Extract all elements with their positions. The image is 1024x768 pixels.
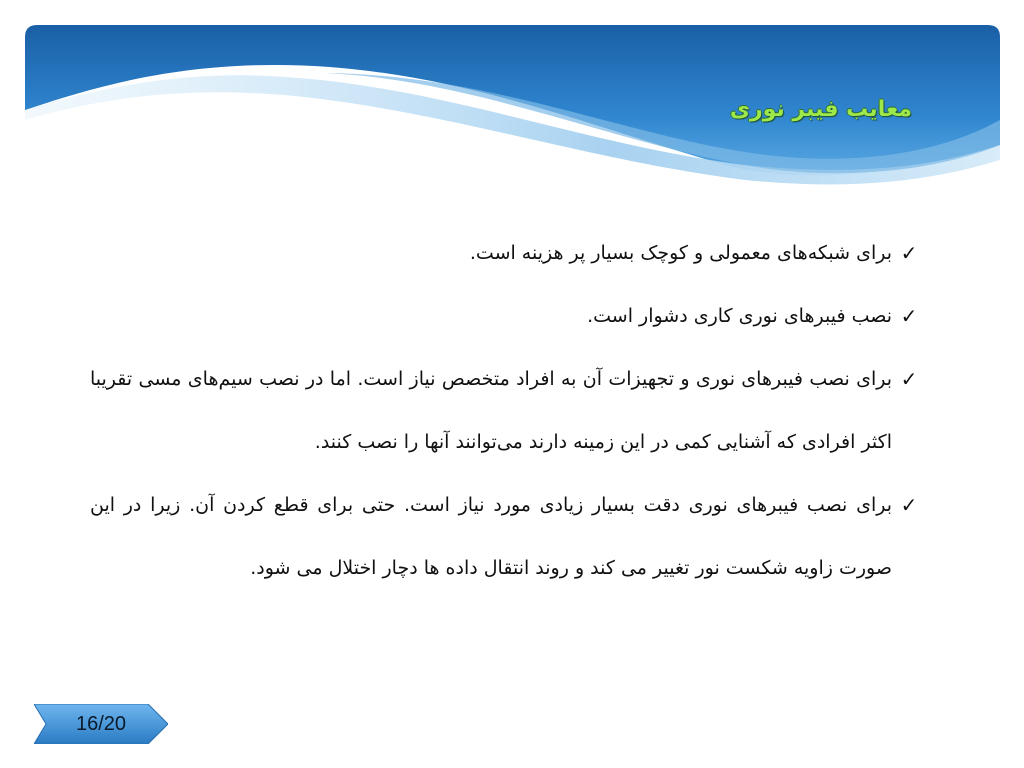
check-icon: ✓	[900, 493, 918, 517]
bullet-text: برای شبکه‌های معمولی و کوچک بسیار پر هزینه است.	[469, 242, 892, 264]
bullet-text: نصب فیبرهای نوری کاری دشوار است.	[587, 305, 892, 327]
bullet-item-3	[90, 348, 920, 474]
check-icon: ✓	[900, 304, 918, 328]
header-banner	[25, 25, 1000, 185]
bullet-list	[90, 222, 920, 600]
bullet-item-2	[90, 285, 920, 348]
check-icon: ✓	[900, 367, 918, 391]
bullet-text: برای نصب فیبرهای نوری و تجهیزات آن به افراد متخصص نیاز است. اما در نصب سیم‌های مسی تقریبا اکثر افرادی که آشنایی کمی در این زمینه دارند می‌توانند آنها را نصب کنند.	[90, 368, 892, 453]
slide-title: معایب فیبر نوری	[729, 97, 912, 122]
bullet-text: برای نصب فیبرهای نوری دقت بسیار زیادی مورد نیاز است. حتی برای قطع کردن آن. زیرا در این صورت زاویه شکست نور تغییر می کند و روند انتقال داده ها دچار اختلال می شود.	[90, 494, 892, 579]
page-number: 16/20	[75, 713, 127, 735]
page-indicator[interactable]	[34, 704, 168, 744]
bullet-item-1	[90, 222, 920, 285]
bullet-item-4	[90, 474, 920, 600]
check-icon: ✓	[900, 241, 918, 265]
slide-content	[90, 222, 920, 600]
